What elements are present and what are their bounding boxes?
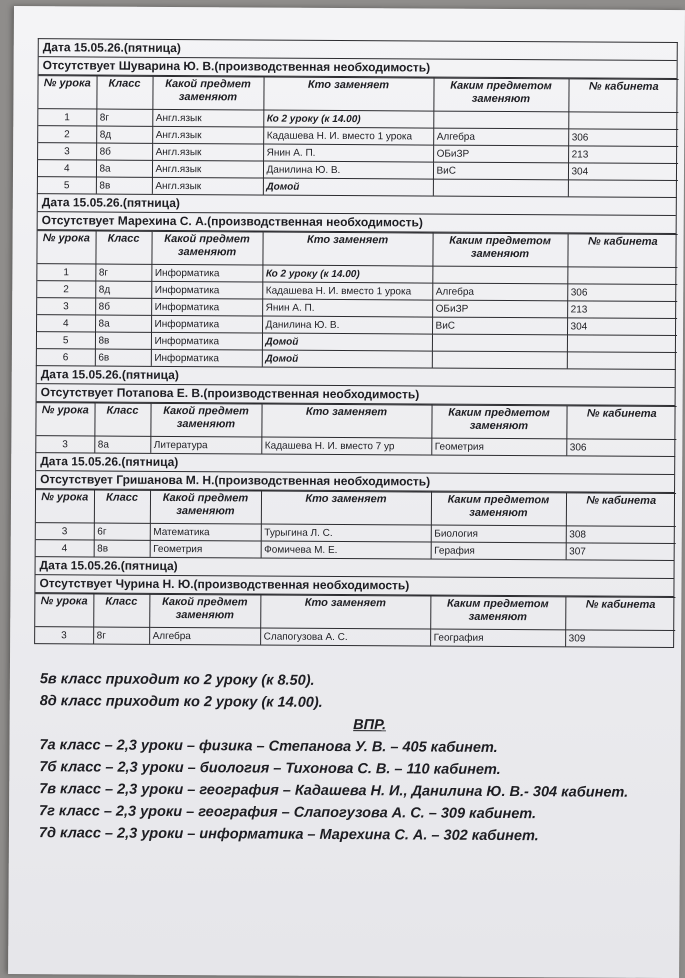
cell-with xyxy=(432,351,567,368)
column-header-who: Кто заменяет xyxy=(262,232,432,266)
cell-who: Янин А. П. xyxy=(263,144,433,162)
cell-with: ВиС xyxy=(433,162,568,180)
cell-class: 8б xyxy=(96,143,152,160)
cell-lesson: 2 xyxy=(38,126,96,143)
absence-block xyxy=(34,556,675,648)
paper-sheet xyxy=(8,6,685,978)
column-header-room: № кабинета xyxy=(566,493,676,527)
column-header-room: № кабинета xyxy=(568,79,678,113)
cell-room xyxy=(567,352,677,369)
cell-with: ВиС xyxy=(432,317,567,335)
cell-who: Кадашева Н. И. вместо 1 урока xyxy=(263,127,433,145)
column-header-with-subject: Каким предметом заменяют xyxy=(433,78,568,112)
date-line: Дата 15.05.26.(пятница) xyxy=(39,39,677,61)
cell-subject: Англ.язык xyxy=(152,126,263,144)
substitution-table xyxy=(36,489,676,560)
cell-class: 6в xyxy=(95,349,151,366)
note-line: 5в класс приходит ко 2 уроку (к 8.50). xyxy=(39,671,315,689)
cell-with: Биология xyxy=(431,525,566,543)
column-header-lesson: № урока xyxy=(35,594,93,627)
cell-who: Домой xyxy=(262,333,432,351)
cell-class: 8а xyxy=(96,160,152,177)
cell-class: 8в xyxy=(95,332,151,349)
absence-block xyxy=(37,38,678,197)
cell-lesson: 5 xyxy=(38,177,96,194)
cell-room xyxy=(568,180,678,197)
vpr-line: 7б класс – 2,3 уроки – биология – Тихонова С. В. – 110 кабинет. xyxy=(39,759,501,778)
cell-class: 8а xyxy=(95,315,151,332)
cell-subject: Геометрия xyxy=(150,540,261,557)
cell-room: 306 xyxy=(568,129,678,147)
column-header-subject: Какой предмет заменяют xyxy=(150,403,261,437)
cell-class: 8г xyxy=(96,109,152,126)
table-header-row xyxy=(37,231,677,268)
column-header-subject: Какой предмет заменяют xyxy=(152,76,263,110)
substitution-table xyxy=(36,402,676,456)
substitution-table xyxy=(37,230,678,369)
cell-room: 213 xyxy=(568,146,678,164)
absence-block xyxy=(36,193,677,369)
cell-with xyxy=(433,179,568,196)
column-header-who: Кто заменяет xyxy=(260,595,430,629)
cell-room xyxy=(568,112,678,130)
cell-class: 8г xyxy=(95,264,151,281)
cell-who: Домой xyxy=(263,178,433,196)
cell-subject: Информатика xyxy=(151,281,262,299)
cell-with: Герафия xyxy=(431,542,566,559)
cell-lesson: 3 xyxy=(37,298,95,315)
cell-room: 304 xyxy=(567,318,677,336)
absence-block xyxy=(35,365,676,456)
cell-subject: Литература xyxy=(150,436,261,453)
cell-who: Турыгина Л. С. xyxy=(261,524,431,542)
cell-room: 306 xyxy=(566,439,676,456)
column-header-lesson: № урока xyxy=(38,76,96,109)
column-header-who: Кто заменяет xyxy=(261,491,431,525)
cell-who: Кадашева Н. И. вместо 1 урока xyxy=(262,282,432,300)
table-header-row xyxy=(38,76,678,113)
vpr-line: 7д класс – 2,3 уроки – информатика – Марехина С. А. – 302 кабинет. xyxy=(38,825,539,845)
cell-class: 8в xyxy=(94,540,150,557)
column-header-with-subject: Каким предметом заменяют xyxy=(430,596,565,630)
cell-class: 8б xyxy=(95,298,151,315)
date-line: Дата 15.05.26.(пятница) xyxy=(37,366,675,388)
cell-who: Домой xyxy=(262,350,432,368)
table-header-row xyxy=(36,403,676,440)
cell-with: География xyxy=(430,629,565,646)
column-header-class: Класс xyxy=(94,403,150,436)
cell-subject: Англ.язык xyxy=(152,160,263,178)
absence-block xyxy=(35,452,676,560)
cell-subject: Информатика xyxy=(151,349,262,366)
cell-class: 6г xyxy=(94,523,150,540)
column-header-lesson: № урока xyxy=(36,403,94,436)
cell-with xyxy=(433,111,568,129)
cell-room: 213 xyxy=(567,301,677,319)
cell-lesson: 2 xyxy=(37,281,95,298)
cell-subject: Англ.язык xyxy=(152,109,263,127)
cell-lesson: 3 xyxy=(35,627,93,644)
absent-teacher-line: Отсутствует Шуварина Ю. В.(производственная необходимость) xyxy=(39,57,677,79)
column-header-lesson: № урока xyxy=(37,231,95,264)
column-header-who: Кто заменяет xyxy=(263,77,433,111)
absent-teacher-line: Отсутствует Марехина С. А.(производственная необходимость) xyxy=(38,212,676,234)
cell-lesson: 4 xyxy=(36,540,94,557)
cell-room xyxy=(567,335,677,353)
cell-lesson: 4 xyxy=(37,315,95,332)
cell-subject: Англ.язык xyxy=(152,143,263,161)
table-header-row xyxy=(36,490,676,527)
cell-class: 8д xyxy=(95,281,151,298)
cell-who: Данилина Ю. В. xyxy=(262,316,432,334)
table-row xyxy=(35,627,675,647)
absent-teacher-line: Отсутствует Потапова Е. В.(производственная необходимость) xyxy=(37,384,675,406)
absent-teacher-line: Отсутствует Гришанова М. Н.(производственная необходимость) xyxy=(36,471,674,493)
substitution-table xyxy=(38,75,679,197)
column-header-class: Класс xyxy=(96,76,152,109)
cell-room: 308 xyxy=(566,526,676,544)
note-line: 8д класс приходит ко 2 уроку (к 14.00). xyxy=(39,693,323,711)
cell-who: Данилина Ю. В. xyxy=(263,161,433,179)
cell-with: Геометрия xyxy=(431,438,566,455)
cell-lesson: 1 xyxy=(38,109,96,126)
vpr-line: 7в класс – 2,3 уроки – география – Кадашева Н. И., Данилина Ю. В.- 304 кабинет. xyxy=(39,781,629,801)
date-line: Дата 15.05.26.(пятница) xyxy=(36,453,674,475)
cell-lesson: 3 xyxy=(36,523,94,540)
column-header-who: Кто заменяет xyxy=(261,404,431,438)
date-line: Дата 15.05.26.(пятница) xyxy=(36,557,674,579)
vpr-line: 7а класс – 2,3 уроки – физика – Степанова У. В. – 405 кабинет. xyxy=(39,737,498,756)
substitution-schedule xyxy=(34,38,678,648)
cell-class: 8д xyxy=(96,126,152,143)
cell-room: 304 xyxy=(568,163,678,181)
column-header-subject: Какой предмет заменяют xyxy=(151,231,262,265)
cell-lesson: 3 xyxy=(36,436,94,453)
cell-lesson: 6 xyxy=(37,349,95,366)
cell-lesson: 4 xyxy=(38,160,96,177)
cell-who: Ко 2 уроку (к 14.00) xyxy=(263,110,433,128)
cell-subject: Информатика xyxy=(151,315,262,333)
cell-with xyxy=(432,266,567,284)
cell-subject: Информатика xyxy=(151,332,262,350)
cell-with: Алгебра xyxy=(432,283,567,301)
cell-who: Янин А. П. xyxy=(262,299,432,317)
vpr-title: ВПР. xyxy=(353,717,387,734)
column-header-with-subject: Каким предметом заменяют xyxy=(432,233,567,267)
column-header-lesson: № урока xyxy=(36,490,94,523)
cell-lesson: 1 xyxy=(37,264,95,281)
cell-with: ОБиЗР xyxy=(432,300,567,318)
cell-room: 306 xyxy=(567,284,677,302)
column-header-room: № кабинета xyxy=(566,406,676,440)
vpr-line: 7г класс – 2,3 уроки – география – Слапогузова А. С. – 309 кабинет. xyxy=(39,803,537,823)
cell-class: 8в xyxy=(96,177,152,194)
substitution-table xyxy=(35,593,675,647)
table-header-row xyxy=(35,594,675,631)
column-header-class: Класс xyxy=(94,490,150,523)
column-header-with-subject: Каким предметом заменяют xyxy=(431,405,566,439)
column-header-room: № кабинета xyxy=(565,597,675,631)
column-header-room: № кабинета xyxy=(567,234,677,268)
cell-subject: Англ.язык xyxy=(152,177,263,194)
column-header-class: Класс xyxy=(93,594,149,627)
cell-room: 309 xyxy=(565,630,675,647)
notes-section xyxy=(39,668,660,848)
cell-who: Кадашева Н. И. вместо 7 ур xyxy=(261,437,431,455)
cell-subject: Математика xyxy=(150,523,261,541)
cell-class: 8г xyxy=(93,627,149,644)
cell-who: Фомичева М. Е. xyxy=(261,541,431,559)
cell-subject: Информатика xyxy=(151,298,262,316)
cell-class: 8а xyxy=(94,436,150,453)
cell-with: Алгебра xyxy=(433,128,568,146)
absent-teacher-line: Отсутствует Чурина Н. Ю.(производственная необходимость) xyxy=(35,575,673,597)
cell-subject: Алгебра xyxy=(149,627,260,644)
cell-lesson: 3 xyxy=(38,143,96,160)
cell-who: Слапогузова А. С. xyxy=(260,628,430,646)
column-header-subject: Какой предмет заменяют xyxy=(150,490,261,524)
cell-subject: Информатика xyxy=(151,264,262,282)
column-header-with-subject: Каким предметом заменяют xyxy=(431,492,566,526)
column-header-class: Класс xyxy=(95,231,151,264)
cell-with xyxy=(432,334,567,352)
date-line: Дата 15.05.26.(пятница) xyxy=(38,194,676,216)
cell-room: 307 xyxy=(566,543,676,560)
cell-with: ОБиЗР xyxy=(433,145,568,163)
cell-room xyxy=(567,267,677,285)
cell-lesson: 5 xyxy=(37,332,95,349)
cell-who: Ко 2 уроку (к 14.00) xyxy=(262,265,432,283)
column-header-subject: Какой предмет заменяют xyxy=(149,594,260,628)
